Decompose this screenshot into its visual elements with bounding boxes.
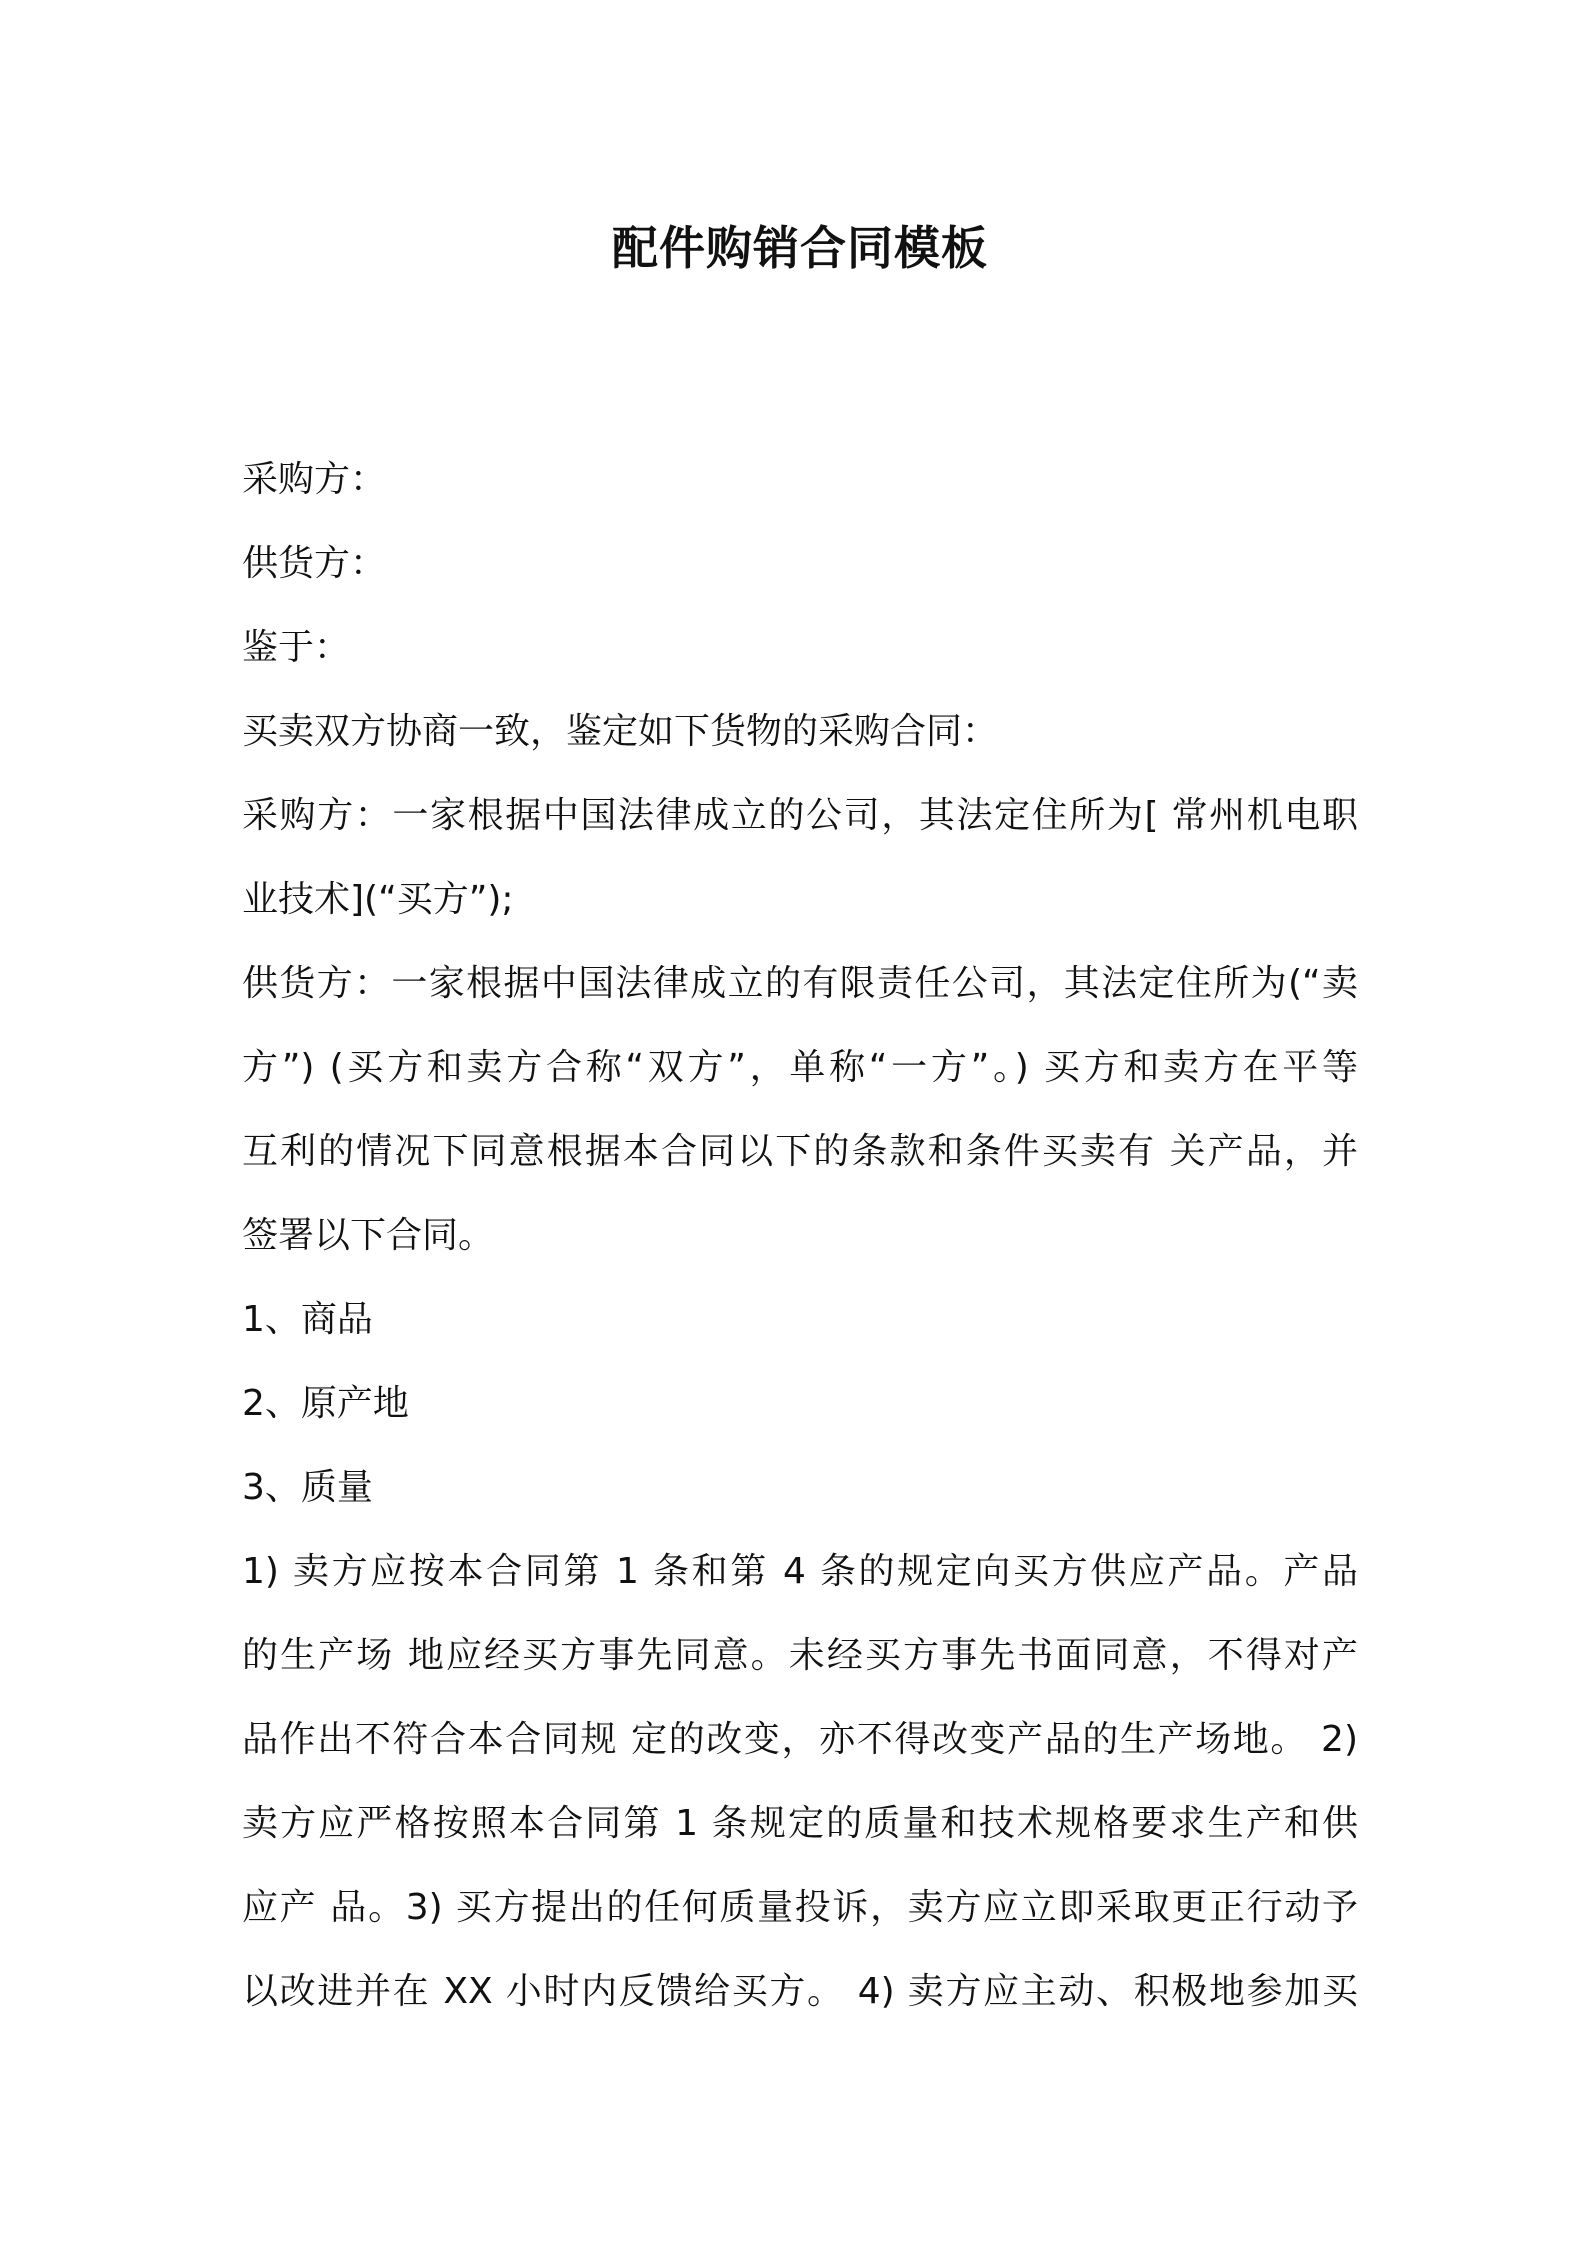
quality-clause-line: 的生产场 地应经买方事先同意。未经买方事先书面同意，不得对产 — [242, 1635, 1358, 1676]
whereas-label: 鉴于： — [242, 627, 351, 668]
quality-clause-line: 卖方应严格按照本合同第 1 条规定的质量和技术规格要求生产和供 — [242, 1803, 1358, 1844]
quality-clause-line: 以改进并在 XX 小时内反馈给买方。 4) 卖方应主动、积极地参加买 — [242, 1971, 1358, 2012]
section-heading-origin: 2、原产地 — [242, 1383, 409, 1424]
agreement-intro: 买卖双方协商一致，鉴定如下货物的采购合同： — [242, 711, 999, 752]
quality-clause-line: 1) 卖方应按本合同第 1 条和第 4 条的规定向买方供应产品。产品 — [242, 1551, 1358, 1592]
supplier-clause-line: 方”) (买方和卖方合称“双方”，单称“一方”。) 买方和卖方在平等 — [242, 1047, 1358, 1088]
section-heading-quality: 3、质量 — [242, 1467, 373, 1508]
supplier-clause-line: 供货方：一家根据中国法律成立的有限责任公司，其法定住所为(“卖 — [242, 963, 1358, 1004]
supplier-clause-line: 互利的情况下同意根据本合同以下的条款和条件买卖有 关产品，并 — [242, 1131, 1358, 1172]
buyer-clause-line: 业技术](“买方”); — [242, 879, 514, 920]
supplier-clause-line: 签署以下合同。 — [242, 1215, 495, 1256]
quality-clause-line: 应产 品。3) 买方提出的任何质量投诉，卖方应立即采取更正行动予 — [242, 1887, 1358, 1928]
buyer-clause-line: 采购方：一家根据中国法律成立的公司，其法定住所为[ 常州机电职 — [242, 795, 1358, 836]
quality-clause-line: 品作出不符合本合同规 定的改变，亦不得改变产品的生产场地。 2) — [242, 1719, 1358, 1760]
section-heading-goods: 1、商品 — [242, 1299, 373, 1340]
document-title: 配件购销合同模板 — [612, 221, 988, 275]
buyer-label: 采购方： — [242, 459, 387, 500]
supplier-label: 供货方： — [242, 543, 387, 584]
document-body — [242, 438, 1358, 2034]
